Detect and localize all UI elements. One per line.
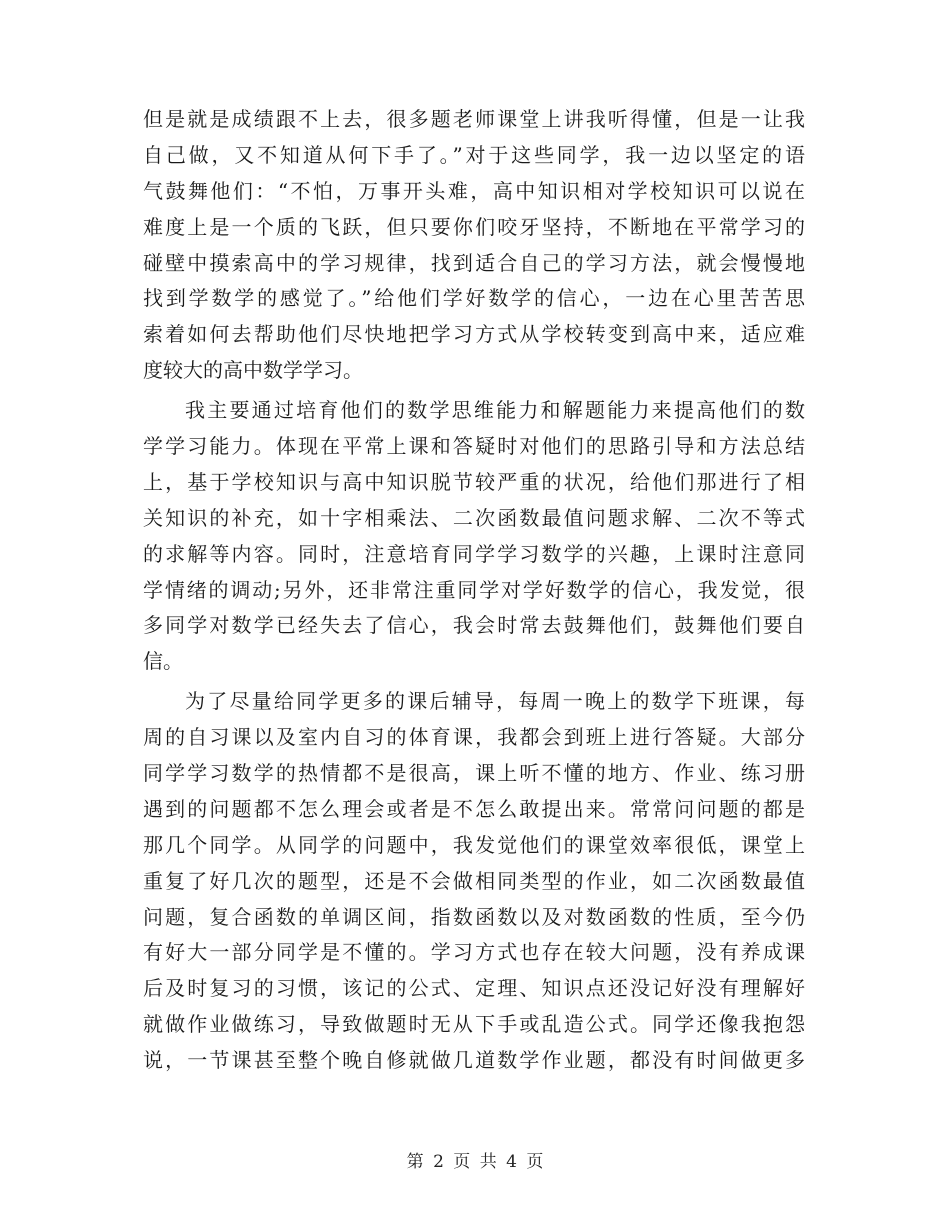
text-line: 多同学对数学已经失去了信心，我会时常去鼓舞他们，鼓舞他们要自 (143, 613, 805, 638)
text-line: 索着如何去帮助他们尽快地把学习方式从学校转变到高中来，适应难 (143, 322, 805, 347)
text-line: 我主要通过培育他们的数学思维能力和解题能力来提高他们的数 (185, 398, 805, 423)
paragraph-2 (143, 393, 805, 680)
text-line: 遇到的问题都不怎么理会或者是不怎么敢提出来。常常问问题的都是 (143, 796, 805, 821)
text-line: 气鼓舞他们：“不怕，万事开头难，高中知识相对学校知识可以说在 (143, 178, 805, 203)
text-line: 那几个同学。从同学的问题中，我发觉他们的课堂效率很低，课堂上 (143, 832, 805, 857)
text-line: 找到学数学的感觉了。”给他们学好数学的信心，一边在心里苦苦思 (143, 286, 805, 311)
text-line: 学情绪的调动;另外，还非常注重同学对学好数学的信心，我发觉，很 (143, 577, 805, 602)
page-footer (0, 1147, 950, 1172)
paragraph-1 (143, 102, 805, 389)
text-line: 说，一节课甚至整个晚自修就做几道数学作业题，都没有时间做更多 (143, 1048, 805, 1073)
text-line: 难度上是一个质的飞跃，但只要你们咬牙坚持，不断地在平常学习的 (143, 214, 805, 239)
page-number-label: 第 2 页 共 4 页 (406, 1152, 544, 1172)
paragraph-3 (143, 684, 805, 1079)
text-line: 后及时复习的习惯，该记的公式、定理、知识点还没记好没有理解好 (143, 976, 805, 1001)
text-line: 重复了好几次的题型，还是不会做相同类型的作业，如二次函数最值 (143, 868, 805, 893)
text-line: 问题，复合函数的单调区间，指数函数以及对数函数的性质，至今仍 (143, 904, 805, 929)
text-line: 同学学习数学的热情都不是很高，课上听不懂的地方、作业、练习册 (143, 761, 805, 786)
text-line: 就做作业做练习，导致做题时无从下手或乱造公式。同学还像我抱怨 (143, 1012, 805, 1037)
text-line: 信。 (143, 649, 183, 674)
text-line: 但是就是成绩跟不上去，很多题老师课堂上讲我听得懂，但是一让我 (143, 107, 805, 131)
document-body (143, 102, 805, 1079)
text-line: 关知识的补充，如十字相乘法、二次函数最值问题求解、二次不等式 (143, 505, 805, 530)
text-line: 上，基于学校知识与高中知识脱节较严重的状况，给他们那进行了相 (143, 469, 805, 494)
text-line: 学学习能力。体现在平常上课和答疑时对他们的思路引导和方法总结 (143, 434, 805, 459)
text-line: 度较大的高中数学学习。 (143, 358, 363, 383)
text-line: 的求解等内容。同时，注意培育同学学习数学的兴趣，上课时注意同 (143, 541, 805, 566)
text-line: 周的自习课以及室内自习的体育课，我都会到班上进行答疑。大部分 (143, 725, 805, 750)
text-line: 碰壁中摸索高中的学习规律，找到适合自己的学习方法，就会慢慢地 (143, 250, 805, 275)
text-line: 为了尽量给同学更多的课后辅导，每周一晚上的数学下班课，每 (185, 689, 805, 714)
text-line: 有好大一部分同学是不懂的。学习方式也存在较大问题，没有养成课 (143, 940, 805, 965)
text-line: 自己做，又不知道从何下手了。”对于这些同学，我一边以坚定的语 (143, 142, 805, 167)
